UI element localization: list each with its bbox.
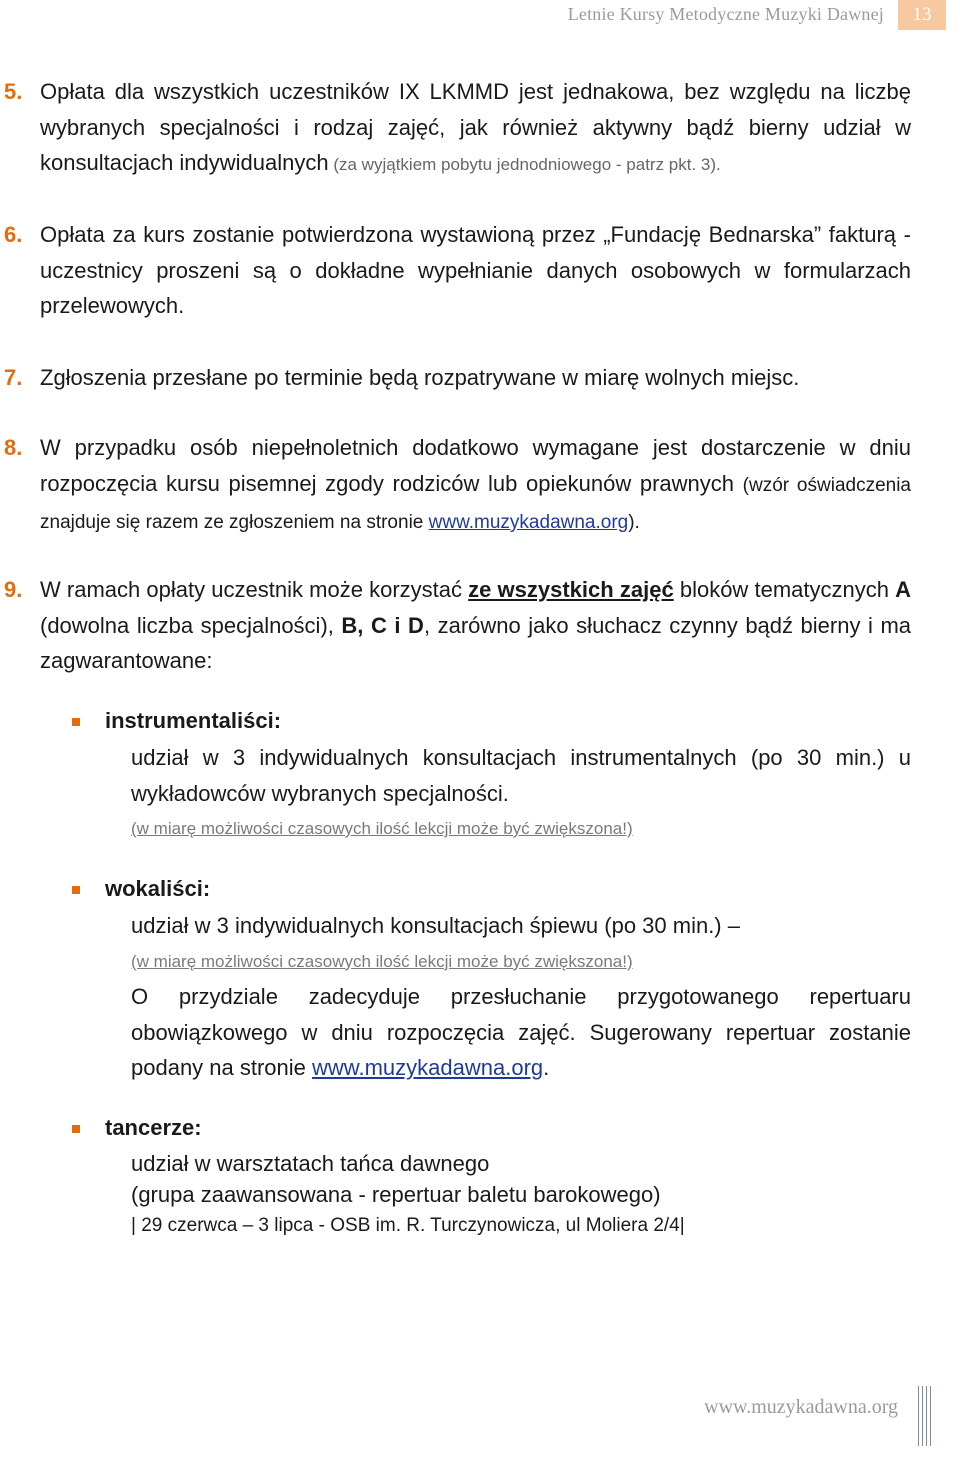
- bullet-text: udział w warsztatach tańca dawnego: [131, 1151, 490, 1176]
- item-note: (wzór oświadczenia znajduje się razem ze zgłoszeniem na stronie: [40, 474, 911, 533]
- item-text: Opłata dla wszystkich uczestników IX LKMMD jest jednakowa, bez względu na liczbę wybranych specjalności i rodzaj zajęć, jak również aktywny bądź bierny udział w konsultacjach indywidualnych: [40, 79, 911, 175]
- item-bold-bcd: B, C i D: [341, 612, 424, 638]
- website-link[interactable]: www.muzykadawna.org: [428, 512, 629, 533]
- bullet-tail: .: [543, 1055, 550, 1080]
- item-text-d: , zarówno jako słuchacz czynny bądź bierny i ma zagwarantowane:: [40, 612, 912, 673]
- square-bullet-icon: [72, 1125, 80, 1133]
- item-9: [4, 572, 912, 679]
- item-text: Zgłoszenia przesłane po terminie będą rozpatrywane w miarę wolnych miejsc.: [40, 365, 800, 390]
- bullet-text-2: (grupa zaawansowana - repertuar baletu barokowego): [131, 1182, 661, 1207]
- bullet-text-2-main: O przydziale zadecyduje przesłuchanie przygotowanego repertuaru obowiązkowego w dniu rozpoczęcia zajęć. Sugerowany repertuar zostanie podany na stronie: [131, 984, 911, 1080]
- bullet-text-2: [131, 979, 911, 1086]
- bullet-text-3: | 29 czerwca – 3 lipca - OSB im. R. Turczynowicza, ul Moliera 2/4|: [131, 1215, 685, 1236]
- item-note: (za wyjątkiem pobytu jednodniowego - patrz pkt. 3).: [328, 155, 721, 174]
- bullet-heading-instrumentalists: instrumentaliści:: [105, 708, 282, 733]
- bullet-body-instrumentalists: [131, 740, 911, 847]
- item-text-b: bloków tematycznych: [673, 577, 896, 602]
- bullet-heading-vocalists: wokaliści:: [105, 876, 211, 901]
- item-7: [4, 360, 911, 396]
- item-text: W przypadku osób niepełnoletnich dodatkowo wymagane jest dostarczenie w dniu rozpoczęcia kursu pisemnej zgody rodziców lub opiekunów prawnych: [40, 435, 911, 496]
- item-text-a: W ramach opłaty uczestnik może korzystać: [40, 577, 469, 602]
- bullet-note: (w miarę możliwości czasowych ilość lekcji może być zwiększona!): [131, 951, 633, 971]
- square-bullet-icon: [72, 718, 80, 726]
- item-number: 7.: [4, 365, 23, 390]
- footer-lines-decoration: [918, 1386, 934, 1446]
- bullet-text: udział w 3 indywidualnych konsultacjach instrumentalnych (po 30 min.) u wykładowców wybranych specjalności.: [131, 745, 911, 806]
- item-5: [4, 74, 911, 183]
- item-text: Opłata za kurs zostanie potwierdzona wystawioną przez „Fundację Bednarska” fakturą - uczestnicy proszeni są o dokładne wypełnianie danych osobowych w formularzach przelewowych.: [40, 222, 911, 318]
- bullet-note: (w miarę możliwości czasowych ilość lekcji może być zwiększona!): [131, 819, 633, 838]
- page-header: [0, 0, 960, 40]
- bullet-body-dancers: [131, 1148, 911, 1241]
- bullet-text: udział w 3 indywidualnych konsultacjach śpiewu (po 30 min.) –: [131, 913, 740, 938]
- bullet-body-vocalists: [131, 908, 911, 1086]
- item-number: 5.: [4, 79, 23, 104]
- item-8: [4, 430, 911, 541]
- footer-url: www.muzykadawna.org: [704, 1396, 898, 1418]
- item-tail: ).: [628, 512, 640, 533]
- header-title: Letnie Kursy Metodyczne Muzyki Dawnej: [567, 4, 884, 24]
- item-bold-a: A: [895, 577, 912, 602]
- item-underline: ze wszystkich zajęć: [468, 577, 674, 602]
- item-6: [4, 217, 911, 324]
- item-text-c: (dowolna liczba specjalności),: [40, 612, 342, 638]
- square-bullet-icon: [72, 886, 80, 894]
- item-number: 6.: [4, 222, 23, 247]
- bullet-heading-dancers: tancerze:: [105, 1115, 202, 1140]
- page-number-badge: 13: [898, 0, 946, 30]
- item-number: 9.: [4, 577, 23, 602]
- item-number: 8.: [4, 435, 23, 460]
- website-link[interactable]: www.muzykadawna.org: [312, 1055, 544, 1080]
